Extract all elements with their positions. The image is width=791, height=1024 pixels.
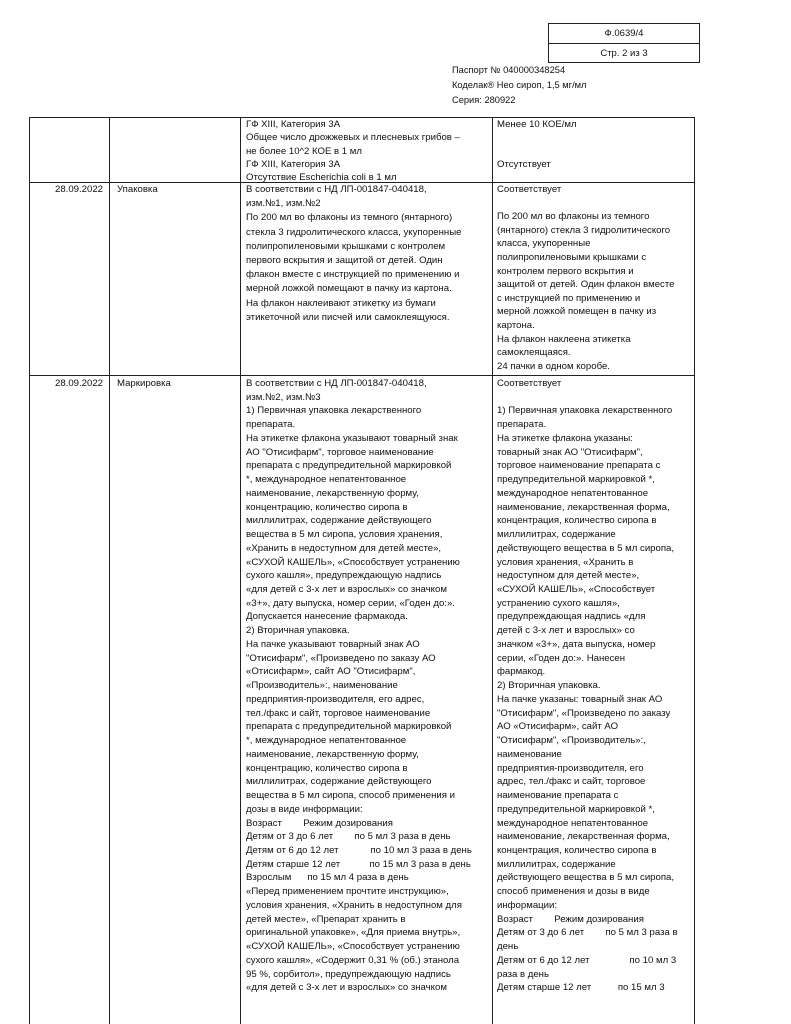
row3-requirement-line: наименование, лекарственную форму,	[246, 748, 419, 760]
row2-requirement-line: полипропиленовыми крышками с контролем	[246, 240, 446, 252]
row3-result-line: миллилитрах, содержание	[497, 529, 616, 541]
row3-date: 28.09.2022	[55, 378, 104, 389]
row3-requirement-line: сухого кашля», предупреждающую надпись	[246, 570, 442, 582]
row3-requirement-line: «для детей с 3-х лет и взрослых» со значком	[246, 982, 447, 994]
row1-requirement-line: ГФ XIII, Категория 3А	[246, 119, 341, 130]
row3-requirement-line: «для детей с 3-х лет и взрослых» со значком	[246, 584, 447, 596]
row3-requirement-line: детей месте», «Препарат хранить в	[246, 913, 406, 925]
row3-result-line: 2) Вторичная упаковка.	[497, 680, 601, 692]
row3-result-line: предупреждающая надпись «для	[497, 611, 646, 623]
column-divider-date	[109, 117, 110, 1024]
product-name: Коделак® Нео сироп, 1,5 мг/мл	[452, 80, 587, 90]
row3-result-line: "Отисифарм", «Произведено по заказу	[497, 707, 671, 719]
row3-requirement-line: дозы в виде информации:	[246, 803, 363, 815]
passport-header	[452, 63, 586, 108]
row3-requirement-line: *, международное непатентованное	[246, 735, 407, 747]
row3-result-line: концентрация, количество сиропа в	[497, 844, 657, 856]
row3-result-line: раза в день	[497, 968, 549, 980]
row3-requirement-line: миллилитрах, содержание действующего	[246, 515, 432, 527]
row3-result-line: Детям от 6 до 12 лет по 10 мл 3	[497, 954, 677, 966]
row3-requirement-line: препарата.	[246, 419, 296, 431]
row3-requirement-line: вещества в 5 мл сиропа, условия хранения,	[246, 529, 443, 541]
passport-number: Паспорт № 040000348254	[452, 65, 566, 75]
row3-requirement-line: концентрацию, количество сиропа в	[246, 762, 408, 774]
row3-requirement-line: «СУХОЙ КАШЕЛЬ», «Способствует устранению	[246, 941, 460, 953]
row3-requirement-line: миллилитрах, содержание действующего	[246, 776, 432, 788]
column-divider-requirement	[492, 117, 493, 1024]
row3-requirement-line: сухого кашля», «Содержит 0,31 % (об.) этанола	[246, 954, 460, 966]
row2-result-line: класса, укупоренные	[497, 238, 591, 250]
row3-result-line: фармакод.	[497, 666, 546, 678]
row3-result-line: действующего вещества в 5 мл сиропа,	[497, 542, 675, 554]
row2-result-line: полипропиленовыми крышками с	[497, 251, 647, 263]
row1-result-line: Менее 10 КОЕ/мл	[497, 119, 577, 130]
row3-result-line: Возраст Режим дозирования	[497, 913, 644, 925]
row3-requirement-line: условия хранения, «Хранить в недоступном для	[246, 899, 462, 911]
row2-date: 28.09.2022	[55, 184, 104, 195]
row3-result-line: детей с 3-х лет и взрослых» со	[497, 625, 635, 637]
row3-requirement-line: предприятия-производителя, его адрес,	[246, 693, 425, 705]
row3-requirement-line: «Производитель»:, наименование	[246, 680, 398, 692]
row2-result-line: На флакон наклеена этикетка	[497, 333, 631, 345]
row2-requirement-line: этикеточной или писчей или самоклеящуюся.	[246, 311, 450, 323]
row3-result-line: условия хранения, «Хранить в	[497, 556, 634, 568]
row2-result-line: с инструкцией по применению и	[497, 292, 641, 304]
row3-result-line: действующего вещества в 5 мл сиропа,	[497, 872, 675, 884]
row3-result-line: АО «Отисифарм», сайт АО	[497, 721, 619, 733]
row3-requirement-line: оригинальной упаковке», «Для приема внутрь»,	[246, 927, 461, 939]
row2-result-line	[497, 197, 674, 211]
row1-result-line	[497, 131, 577, 144]
row3-requirement-line: тел./факс и сайт, торговое наименование	[246, 707, 431, 719]
row2-result-line: Соответствует	[497, 184, 562, 195]
row3-result	[497, 377, 678, 995]
row3-requirement-line: На пачке указывают товарный знак АО	[246, 638, 420, 650]
row3-requirement-line: АО "Отисифарм", торговое наименование	[246, 446, 434, 458]
table-left-border	[29, 117, 30, 1024]
row3-requirement-line: 95 %, сорбитол», предупреждающую надпись	[246, 968, 451, 980]
row1-requirement	[246, 118, 460, 184]
row3-result-line: На пачке указаны: товарный знак АО	[497, 693, 663, 705]
row3-result-line: Детям старше 12 лет по 15 мл 3	[497, 982, 665, 994]
row3-requirement-line: наименование, лекарственную форму,	[246, 487, 419, 499]
row3-result-line: Соответствует	[497, 378, 562, 389]
row3-result-line: предупредительной маркировкой *,	[497, 803, 655, 815]
row3-requirement-line: «Перед применением прочтите инструкцию»,	[246, 886, 449, 898]
row3-result-line: недоступном для детей месте»,	[497, 570, 640, 582]
form-code: Ф.0639/4	[604, 28, 644, 39]
row3-param: Маркировка	[117, 378, 171, 389]
row3-requirement-line: концентрацию, количество сиропа в	[246, 501, 408, 513]
row3-requirement-line: Взрослым по 15 мл 4 раза в день	[246, 872, 409, 884]
row3-requirement-line: вещества в 5 мл сиропа, способ применения и	[246, 790, 455, 802]
row3-requirement-line: 1) Первичная упаковка лекарственного	[246, 405, 422, 417]
row2-result-line: (янтарного) стекла 3 гидролитического	[497, 224, 671, 236]
row2-result-line: 24 пачки в одном коробе.	[497, 360, 610, 372]
row2-requirement-line: В соответствии с НД ЛП-001847-040418,	[246, 184, 427, 195]
row3-requirement-line: Детям старше 12 лет по 15 мл 3 раза в день	[246, 858, 471, 870]
row1-result	[497, 118, 577, 171]
row1-result-line	[497, 145, 577, 158]
row3-result-line: наименование	[497, 748, 562, 760]
row2-result-line: мерной ложкой помещен в пачку из	[497, 306, 657, 318]
row2-result-line: По 200 мл во флаконы из темного	[497, 211, 650, 223]
row3-requirement-line: «Отисифарм», сайт АО "Отисифарм",	[246, 666, 416, 678]
row3-result-line	[497, 391, 678, 405]
row2-requirement-line: изм.№1, изм.№2	[246, 198, 321, 210]
row1-requirement-line: ГФ XIII, Категория 3А	[246, 158, 341, 170]
row3-result-line: торговое наименование препарата с	[497, 460, 661, 472]
row2-result-line: самоклеящаяся.	[497, 347, 571, 359]
row3-requirement-line: препарата с предупредительной маркировкой	[246, 721, 452, 733]
row3-requirement-line: изм.№2, изм.№3	[246, 391, 321, 403]
row2-requirement-line: стекла 3 гидролитического класса, укупоренные	[246, 226, 462, 238]
row3-result-line: способ применения и дозы в виде	[497, 886, 650, 898]
row1-requirement-line: Общее число дрожжевых и плесневых грибов –	[246, 132, 460, 144]
row3-result-line: наименование, лекарственная форма,	[497, 501, 670, 513]
table-right-border	[694, 117, 695, 1024]
row2-param: Упаковка	[117, 184, 158, 195]
row2-result	[497, 183, 674, 373]
row2-requirement-line: флакон вместе с инструкцией по применению и	[246, 269, 460, 281]
row3-result-line: адрес, тел./факс и сайт, торговое	[497, 776, 646, 788]
row3-requirement-line: «3+», дату выпуска, номер серии, «Годен до:».	[246, 597, 455, 609]
row3-result-line: наименование, лекарственная форма,	[497, 831, 670, 843]
row2-requirement-line: По 200 мл во флаконы из темного (янтарного)	[246, 212, 453, 224]
row3-requirement-line: Допускается нанесение фармакода.	[246, 611, 408, 623]
row3-requirement	[246, 377, 472, 995]
row3-result-line: На этикетке флакона указаны:	[497, 432, 633, 444]
row3-result-line: 1) Первичная упаковка лекарственного	[497, 405, 673, 417]
row3-requirement-line: 2) Вторичная упаковка.	[246, 625, 350, 637]
row3-requirement-line: «Хранить в недоступном для детей месте»,	[246, 542, 442, 554]
row3-result-line: концентрация, количество сиропа в	[497, 515, 657, 527]
row1-requirement-line: не более 10^2 КОЕ в 1 мл	[246, 145, 362, 157]
row3-result-line: международное непатентованное	[497, 487, 649, 499]
row3-result-line: Детям от 3 до 6 лет по 5 мл 3 раза в	[497, 927, 678, 939]
row3-requirement-line: Возраст Режим дозирования	[246, 817, 393, 829]
series-number: Серия: 280922	[452, 95, 516, 105]
row3-result-line: значком «3+», дата выпуска, номер	[497, 638, 656, 650]
row2-requirement	[246, 183, 461, 325]
row3-result-line: устранению сухого кашля»,	[497, 597, 620, 609]
row3-result-line: миллилитрах, содержание	[497, 858, 616, 870]
row3-requirement-line: «СУХОЙ КАШЕЛЬ», «Способствует устранению	[246, 556, 460, 568]
row3-result-line: "Отисифарм", «Производитель»:,	[497, 735, 646, 747]
row3-result-line: международное непатентованное	[497, 817, 649, 829]
row3-requirement-line: препарата с предупредительной маркировкой	[246, 460, 452, 472]
row3-result-line: «СУХОЙ КАШЕЛЬ», «Способствует	[497, 584, 656, 596]
row2-requirement-line: На флакон наклеивают этикетку из бумаги	[246, 297, 436, 309]
row3-result-line: товарный знак АО "Отисифарм",	[497, 446, 643, 458]
row3-result-line: предупредительной маркировкой *,	[497, 474, 655, 486]
row3-result-line: день	[497, 941, 519, 953]
row3-requirement-line: *, международное непатентованное	[246, 474, 407, 486]
row3-result-line: информации:	[497, 899, 558, 911]
row1-result-line: Отсутствует	[497, 158, 551, 170]
row3-requirement-line: На этикетке флакона указывают товарный знак	[246, 432, 458, 444]
row3-result-line: препарата.	[497, 419, 547, 431]
page-label: Стр. 2 из 3	[549, 43, 699, 63]
row3-result-line: серии, «Годен до:». Нанесен	[497, 652, 626, 664]
row2-requirement-line: мерной ложкой помещают в пачку из картона.	[246, 283, 452, 295]
row1-requirement-line: Отсутствие Escherichia coli в 1 мл	[246, 172, 397, 183]
row2-requirement-line: первого вскрытия и защитой от детей. Один	[246, 255, 443, 267]
row2-result-line: контролем первого вскрытия и	[497, 265, 634, 277]
row3-requirement-line: В соответствии с НД ЛП-001847-040418,	[246, 378, 427, 389]
row2-result-line: защитой от детей. Один флакон вместе	[497, 279, 675, 291]
row3-requirement-line: "Отисифарм", «Произведено по заказу АО	[246, 652, 436, 664]
row3-requirement-line: Детям от 6 до 12 лет по 10 мл 3 раза в день	[246, 844, 472, 856]
row3-result-line: наименование препарата с	[497, 790, 619, 802]
row3-result-line: предприятия-производителя, его	[497, 762, 644, 774]
column-divider-param	[240, 117, 241, 1024]
form-code-box	[548, 23, 700, 63]
row-divider-2	[29, 375, 695, 376]
row2-result-line: картона.	[497, 319, 535, 331]
row3-requirement-line: Детям от 3 до 6 лет по 5 мл 3 раза в день	[246, 831, 451, 843]
